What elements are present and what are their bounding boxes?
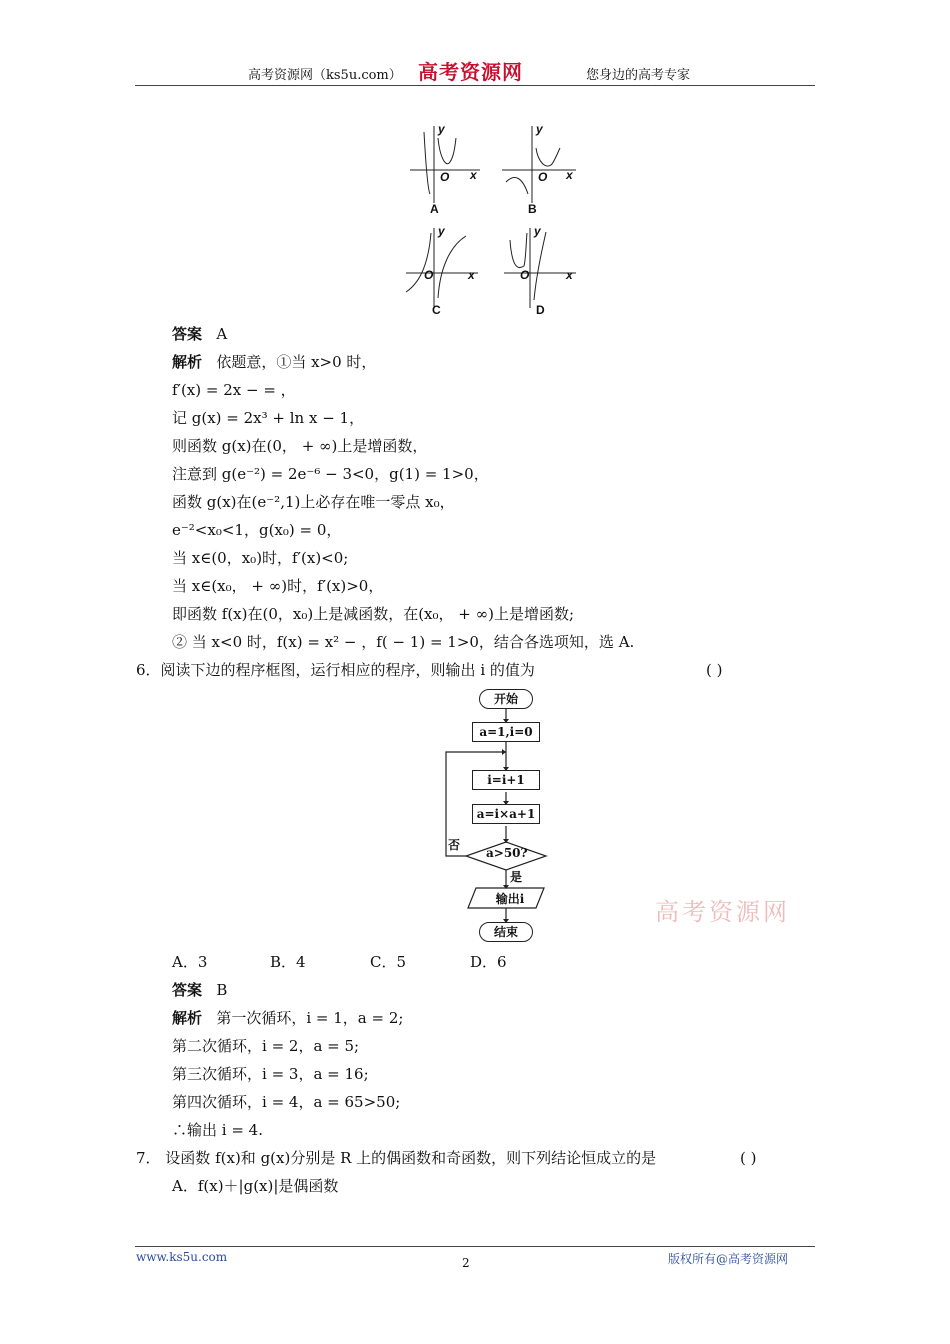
flow-end: 结束 — [479, 922, 533, 942]
graph-b-xlabel: x — [566, 168, 573, 182]
q5-analysis-7: e⁻²<x₀<1，g(x₀) = 0， — [172, 521, 342, 539]
q5-analysis-9: 当 x∈(x₀， + ∞)时，f′(x)>0， — [172, 577, 384, 595]
header-logo: 高考资源网 — [418, 60, 523, 84]
graph-d-ylabel: y — [534, 224, 541, 238]
q6-option-d: D．6 — [470, 953, 507, 971]
page-number: 2 — [462, 1256, 470, 1270]
q5-analysis-2: f′(x) = 2x − = ， — [172, 381, 296, 399]
footer-divider — [135, 1246, 815, 1247]
header-right: 您身边的高考专家 — [586, 68, 691, 83]
q7-stem: 7． 设函数 f(x)和 g(x)分别是 R 上的偶函数和奇函数，则下列结论恒成立的是 — [136, 1149, 657, 1167]
header-left: 高考资源网（ks5u.com） — [248, 68, 402, 83]
q5-analysis-1: 解析 依题意，①当 x>0 时， — [172, 353, 377, 371]
graph-d-xlabel: x — [566, 268, 573, 282]
q6-paren: ( ) — [706, 661, 723, 679]
q5-analysis-5: 注意到 g(e⁻²) = 2e⁻⁶ − 3<0，g(1) = 1>0， — [172, 465, 489, 483]
flow-init: a=1,i=0 — [472, 722, 540, 742]
q7-option-a: A．f(x)＋|g(x)|是偶函数 — [172, 1177, 339, 1195]
q6-option-c: C．5 — [370, 953, 407, 971]
graph-d-origin: O — [520, 268, 530, 282]
q6-stem: 6．阅读下边的程序框图，运行相应的程序，则输出 i 的值为 — [136, 661, 535, 679]
header-divider — [135, 85, 815, 86]
q6-answer: 答案 B — [172, 981, 228, 999]
q7-paren: ( ) — [740, 1149, 757, 1167]
q6-option-a: A．3 — [172, 953, 208, 971]
graph-a-xlabel: x — [470, 168, 477, 182]
graph-c-label: C — [432, 303, 441, 317]
flow-condition: a>50? — [486, 846, 528, 860]
graph-a-origin: O — [440, 170, 450, 184]
graph-a-ylabel: y — [438, 122, 445, 136]
q5-analysis-6: 函数 g(x)在(e⁻²,1)上必存在唯一零点 x₀， — [172, 493, 455, 511]
flow-step-a: a=i×a+1 — [472, 804, 540, 824]
graph-c-ylabel: y — [438, 224, 445, 238]
flow-start: 开始 — [479, 689, 533, 709]
q6-analysis-5: ∴输出 i = 4. — [172, 1121, 263, 1139]
graph-a-label: A — [430, 202, 439, 216]
q5-analysis-10: 即函数 f(x)在(0，x₀)上是减函数，在(x₀， + ∞)上是增函数; — [172, 605, 575, 623]
q6-option-b: B．4 — [270, 953, 306, 971]
q5-answer: 答案 A — [172, 325, 228, 343]
footer-copyright: 版权所有@高考资源网 — [668, 1252, 789, 1266]
q6-analysis-1: 解析 第一次循环，i = 1，a = 2; — [172, 1009, 404, 1027]
graph-b-ylabel: y — [536, 122, 543, 136]
footer-url[interactable]: www.ks5u.com — [136, 1250, 228, 1264]
graph-b-origin: O — [538, 170, 548, 184]
graph-c-xlabel: x — [468, 268, 475, 282]
graph-d-label: D — [536, 303, 545, 317]
q6-analysis-2: 第二次循环，i = 2，a = 5; — [172, 1037, 360, 1055]
q5-analysis-8: 当 x∈(0，x₀)时，f′(x)<0; — [172, 549, 349, 567]
flow-output: 输出i — [495, 892, 525, 906]
watermark: 高考资源网 — [655, 898, 790, 926]
function-graphs — [400, 118, 590, 318]
flow-step-i: i=i+1 — [472, 770, 540, 790]
q5-analysis-4: 则函数 g(x)在(0， + ∞)上是增函数， — [172, 437, 428, 455]
graph-b-label: B — [528, 202, 537, 216]
q5-analysis-11: ② 当 x<0 时，f(x) = x² − ，f( − 1) = 1>0，结合各选项知，选 A. — [172, 633, 635, 651]
flow-no-label: 否 — [448, 838, 461, 852]
flow-yes-label: 是 — [510, 870, 523, 884]
q6-analysis-4: 第四次循环，i = 4，a = 65>50; — [172, 1093, 401, 1111]
graph-c-origin: O — [424, 268, 434, 282]
q6-analysis-3: 第三次循环，i = 3，a = 16; — [172, 1065, 369, 1083]
q5-analysis-3: 记 g(x) = 2x³ + ln x − 1， — [172, 409, 365, 427]
